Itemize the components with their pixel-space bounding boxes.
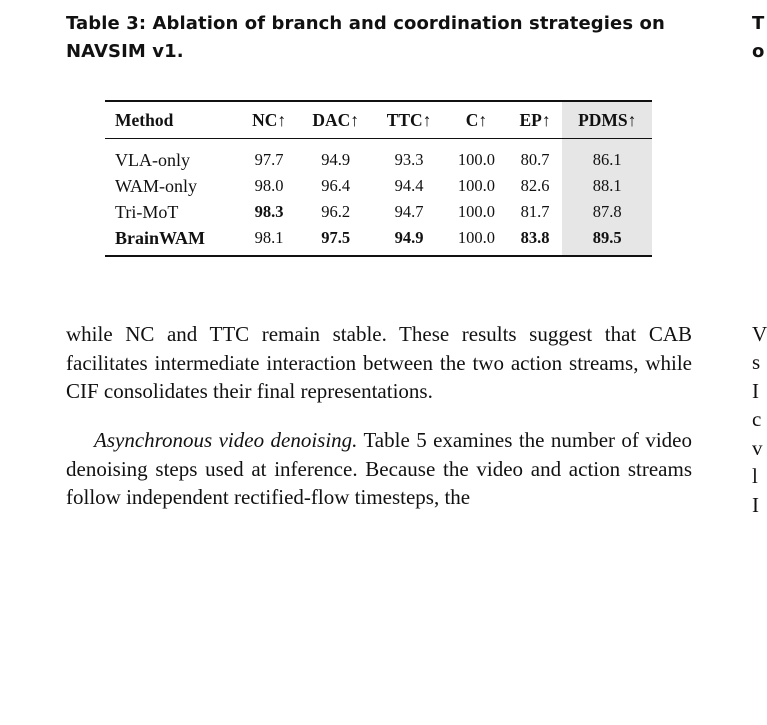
cell-ttc: 94.4	[394, 176, 424, 195]
table-header-row	[105, 101, 652, 139]
cell-dac: 96.4	[321, 176, 351, 195]
right-column-fragment: v	[752, 436, 763, 460]
table-caption: Table 3: Ablation of branch and coordination strategies on NAVSIM v1.	[66, 13, 665, 62]
cell-ttc: 94.9	[373, 225, 445, 256]
paragraph-text: Table 5 examines the number of video denoising steps used at inference. Because the video and action streams follow independent rectified-flow timesteps, the	[66, 428, 692, 509]
cell-pdms: 88.1	[562, 173, 652, 199]
right-column-fragment: I	[752, 493, 759, 517]
right-column-fragment: I	[752, 379, 759, 403]
header-pdms: PDMS↑	[562, 101, 652, 139]
cell-pdms: 86.1	[562, 139, 652, 174]
cell-nc: 98.0	[254, 176, 284, 195]
cell-method: VLA-only	[115, 149, 190, 170]
right-column-fragment: c	[752, 407, 762, 431]
cell-dac: 97.5	[298, 225, 373, 256]
cell-ep: 80.7	[520, 150, 550, 169]
body-paragraph	[66, 426, 692, 512]
cell-c: 100.0	[457, 150, 495, 169]
ablation-table	[105, 100, 652, 257]
cell-nc: 98.1	[240, 225, 299, 256]
cell-method: WAM-only	[115, 175, 197, 196]
right-column-fragment: l	[752, 464, 758, 488]
header-ep: EP↑	[508, 101, 563, 139]
header-dac: DAC↑	[298, 101, 373, 139]
table-row	[105, 225, 652, 256]
header-method: Method	[105, 101, 240, 139]
table-row	[105, 199, 652, 225]
cell-dac: 96.2	[321, 202, 351, 221]
cell-ep: 83.8	[508, 225, 563, 256]
right-column-fragment: s	[752, 350, 761, 374]
paragraph-heading: Asynchronous video denoising.	[94, 428, 358, 452]
cell-pdms: 87.8	[562, 199, 652, 225]
cell-nc: 98.3	[254, 202, 284, 221]
header-nc: NC↑	[240, 101, 299, 139]
header-ttc: TTC↑	[373, 101, 445, 139]
table-row	[105, 173, 652, 199]
right-column-fragment: V	[752, 322, 767, 346]
cell-c: 100.0	[457, 176, 495, 195]
body-paragraph: while NC and TTC remain stable. These results suggest that CAB facilitates intermediate interaction between the two action streams, while CIF consolidates their final representations.	[66, 322, 692, 403]
cell-ttc: 93.3	[394, 150, 424, 169]
cell-pdms: 89.5	[562, 225, 652, 256]
cell-ep: 82.6	[520, 176, 550, 195]
cell-dac: 94.9	[321, 150, 351, 169]
header-c: C↑	[445, 101, 507, 139]
table-row	[105, 139, 652, 174]
cell-method: BrainWAM	[105, 225, 240, 256]
cell-ttc: 94.7	[394, 202, 424, 221]
right-column-fragment: o	[752, 41, 765, 62]
cell-ep: 81.7	[520, 202, 550, 221]
right-column-fragment: T	[752, 13, 765, 34]
cell-nc: 97.7	[254, 150, 284, 169]
cell-c: 100.0	[445, 225, 507, 256]
cell-c: 100.0	[457, 202, 495, 221]
cell-method: Tri-MoT	[115, 201, 179, 222]
